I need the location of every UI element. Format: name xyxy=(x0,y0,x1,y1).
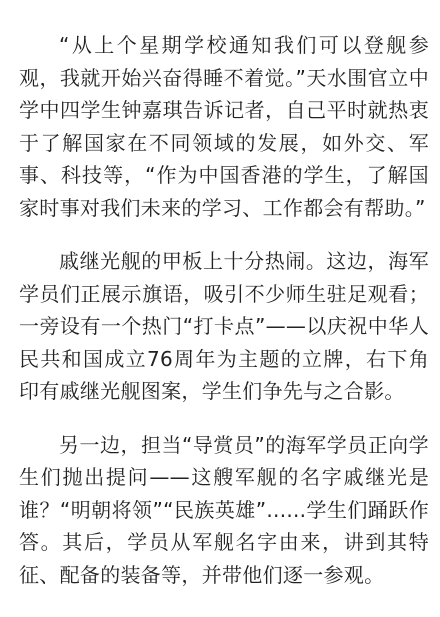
paragraph-2: 戚继光舰的甲板上十分热闹。这边，海军学员们正展示旗语，吸引不少师生驻足观看；一旁设有一个热门“打卡点”——以庆祝中华人民共和国成立76周年为主题的立牌，右下角印有戚继光舰图案，学生们争先与之合影。 xyxy=(19,249,429,403)
article-body xyxy=(19,29,429,591)
paragraph-3: 另一边，担当“导赏员”的海军学员正向学生们抛出提问——这艘军舰的名字戚继光是谁？“明朝将领”“民族英雄”......学生们踊跃作答。其后，学员从军舰名字由来，讲到其特征、配备的装备等，并带他们逐一参观。 xyxy=(19,432,429,587)
paragraph-1: “从上个星期学校通知我们可以登舰参观，我就开始兴奋得睡不着觉。”天水围官立中学中四学生钟嘉琪告诉记者，自己平时就热衷于了解国家在不同领域的发展，如外交、军事、科技等，“作为中国香港的学生，了解国家时事对我们未来的学习、工作都会有帮助。” xyxy=(19,33,429,220)
